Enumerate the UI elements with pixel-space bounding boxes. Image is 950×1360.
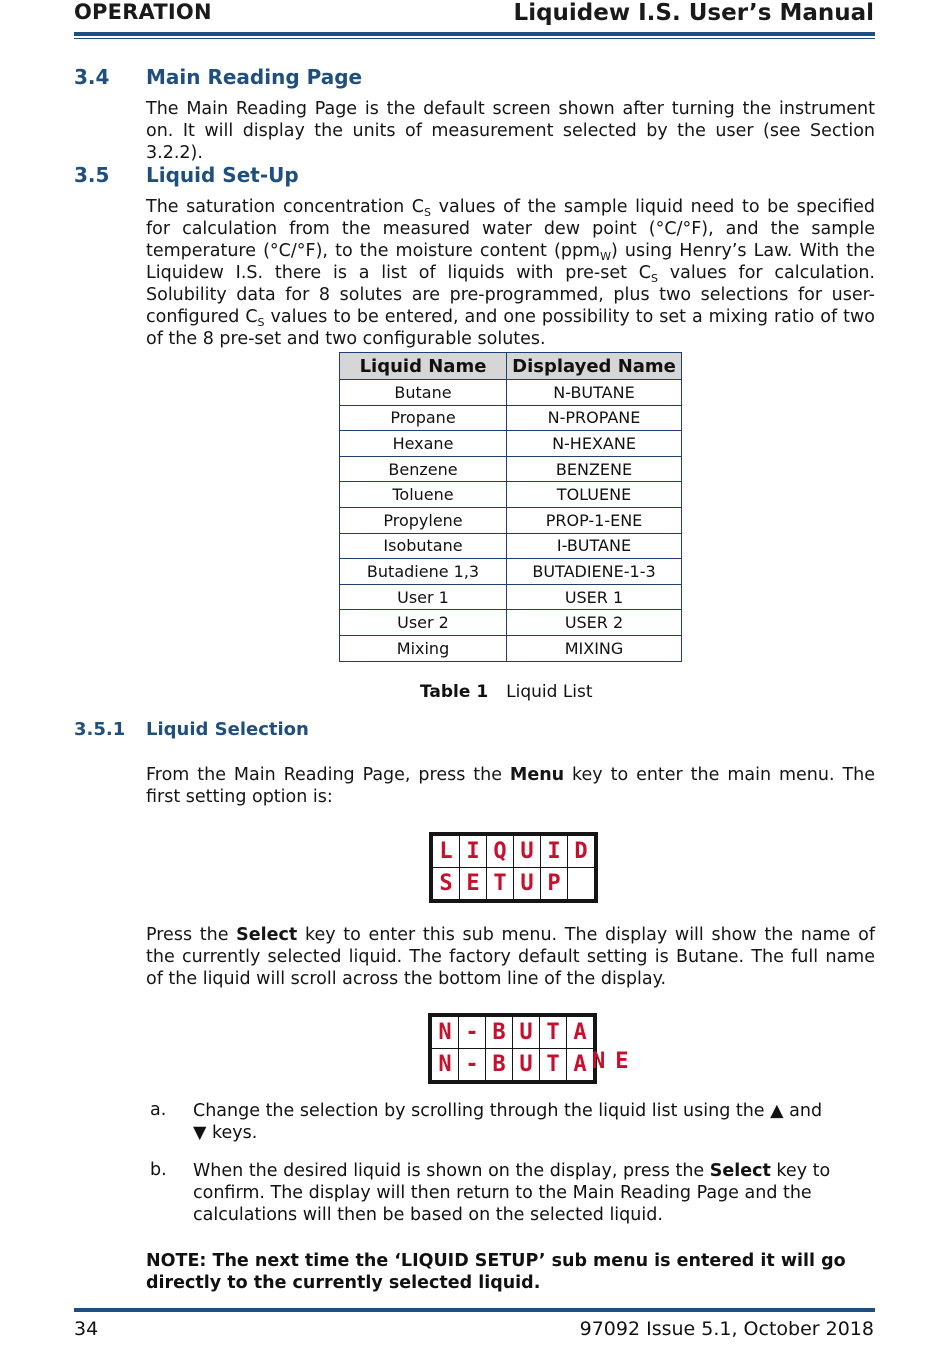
header-manual-title: Liquidew I.S. User’s Manual — [513, 0, 874, 26]
paragraph-select-key: Press the Select key to enter this sub menu. The display will show the name of the currently selected liquid. The factory default setting is Butane. The full name of the liquid will scroll across the bottom line of the display. — [146, 925, 875, 989]
table-cell: BENZENE — [507, 456, 682, 482]
table-cell: User 1 — [340, 584, 507, 610]
table-row — [340, 584, 682, 610]
section-title-liquid-setup: Liquid Set-Up — [146, 163, 299, 187]
table-cell: I-BUTANE — [507, 533, 682, 559]
list-item-a: Change the selection by scrolling through the liquid list using the ▲ and ▼ keys. — [193, 1101, 823, 1143]
lcd-char: T — [487, 867, 514, 899]
table-row — [340, 456, 682, 482]
lcd-char: I — [541, 836, 568, 867]
lcd-char — [568, 867, 594, 899]
liquid-list-table — [339, 352, 682, 662]
list-marker-a: a. — [150, 1100, 167, 1120]
column-header-displayed-name: Displayed Name — [507, 353, 682, 380]
table-cell: User 2 — [340, 610, 507, 636]
lcd-char: B — [486, 1017, 513, 1048]
lcd-char: L — [433, 836, 460, 867]
header-rule-thick — [74, 32, 875, 36]
lcd-row — [433, 867, 594, 899]
lcd-char: T — [540, 1017, 567, 1048]
lcd-char: S — [433, 867, 460, 899]
lcd-display-liquid-setup — [429, 832, 598, 903]
table-cell: Toluene — [340, 482, 507, 508]
section-title-liquid-selection: Liquid Selection — [146, 719, 309, 740]
table-cell: Mixing — [340, 635, 507, 661]
table-cell: Propane — [340, 405, 507, 431]
paragraph-liquid-setup: The saturation concentration $C_S$ values of the sample liquid need to be specified for calculation from the measured water dew point (°C/°F), and the sample temperature (°C/°F), to the moisture content (ppm$_W$) using Henry’s Law. With the Liquidew I.S. there is a list of liquids with pre-set $C_S$ values for calculation. Solubility data for 8 solutes are pre-programmed, plus two selections for user-configured $C_S$ values to be entered, and one possibility to set a mixing ratio of two of the 8 pre-set and two configurable solutes. — [146, 197, 876, 349]
footer-issue: 97092 Issue 5.1, October 2018 — [579, 1318, 874, 1340]
lcd-display-n-butane — [428, 1013, 597, 1084]
lcd-char: I — [460, 836, 487, 867]
table-cell: Butane — [340, 380, 507, 406]
lcd-char: D — [574, 839, 588, 864]
section-number-3-5: 3.5 — [74, 163, 110, 187]
table-cell: BUTADIENE-1-3 — [507, 559, 682, 585]
table-row — [340, 610, 682, 636]
lcd-char: A — [573, 1020, 587, 1045]
section-title-main-reading-page: Main Reading Page — [146, 65, 363, 89]
lcd-char: A — [567, 1048, 593, 1080]
lcd-char: U — [513, 1048, 540, 1080]
lcd-char: Q — [487, 836, 514, 867]
table-cell: USER 2 — [507, 610, 682, 636]
table-row — [340, 635, 682, 661]
table-cell: N-HEXANE — [507, 431, 682, 457]
lcd-char: E — [460, 867, 487, 899]
lcd-char: T — [540, 1048, 567, 1080]
note-text: NOTE: The next time the ‘LIQUID SETUP’ sub menu is entered it will go directly to the currently selected liquid. — [146, 1251, 846, 1293]
table-row — [340, 533, 682, 559]
table-row — [340, 431, 682, 457]
table-cell: N-BUTANE — [507, 380, 682, 406]
table-cell: Benzene — [340, 456, 507, 482]
table-row — [340, 380, 682, 406]
table-cell: Hexane — [340, 431, 507, 457]
lcd-char: - — [459, 1017, 486, 1048]
table-cell: MIXING — [507, 635, 682, 661]
lcd-row — [432, 1017, 593, 1048]
section-number-3-5-1: 3.5.1 — [74, 719, 126, 740]
lcd-row — [432, 1048, 593, 1080]
lcd-char: P — [541, 867, 568, 899]
table-row — [340, 559, 682, 585]
lcd-char: B — [486, 1048, 513, 1080]
lcd-char: U — [514, 836, 541, 867]
lcd-char: N — [432, 1048, 459, 1080]
table-cell: USER 1 — [507, 584, 682, 610]
lcd-char: U — [514, 867, 541, 899]
column-header-liquid-name: Liquid Name — [340, 353, 507, 380]
header-rule-thin — [74, 38, 875, 39]
footer-rule — [74, 1308, 875, 1312]
lcd-char: - — [459, 1048, 486, 1080]
table-row — [340, 482, 682, 508]
list-item-b: When the desired liquid is shown on the display, press the Select key to confirm. The display will then return to the Main Reading Page and the calculations will then be based on the selected liquid. — [193, 1161, 831, 1225]
table-cell: TOLUENE — [507, 482, 682, 508]
paragraph-menu-key: From the Main Reading Page, press the Menu key to enter the main menu. The first setting option is: — [146, 765, 875, 807]
table-cell: PROP-1-ENE — [507, 507, 682, 533]
lcd-scroll-overflow-text: NE — [592, 1049, 639, 1074]
table-cell: Propylene — [340, 507, 507, 533]
table-caption: Table 1 Liquid List — [420, 682, 593, 702]
page-number: 34 — [74, 1318, 99, 1340]
table-header-row — [340, 353, 682, 380]
table-row — [340, 405, 682, 431]
section-number-3-4: 3.4 — [74, 65, 110, 89]
paragraph-main-reading-page: The Main Reading Page is the default screen shown after turning the instrument on. It will display the units of measurement selected by the user (see Section 3.2.2). — [146, 99, 875, 163]
header-section-label: OPERATION — [74, 0, 212, 24]
list-marker-b: b. — [150, 1160, 167, 1180]
lcd-char: U — [513, 1017, 540, 1048]
table-cell: Isobutane — [340, 533, 507, 559]
table-row — [340, 507, 682, 533]
lcd-char: N — [432, 1017, 459, 1048]
lcd-row — [433, 836, 594, 867]
table-cell: N-PROPANE — [507, 405, 682, 431]
table-cell: Butadiene 1,3 — [340, 559, 507, 585]
